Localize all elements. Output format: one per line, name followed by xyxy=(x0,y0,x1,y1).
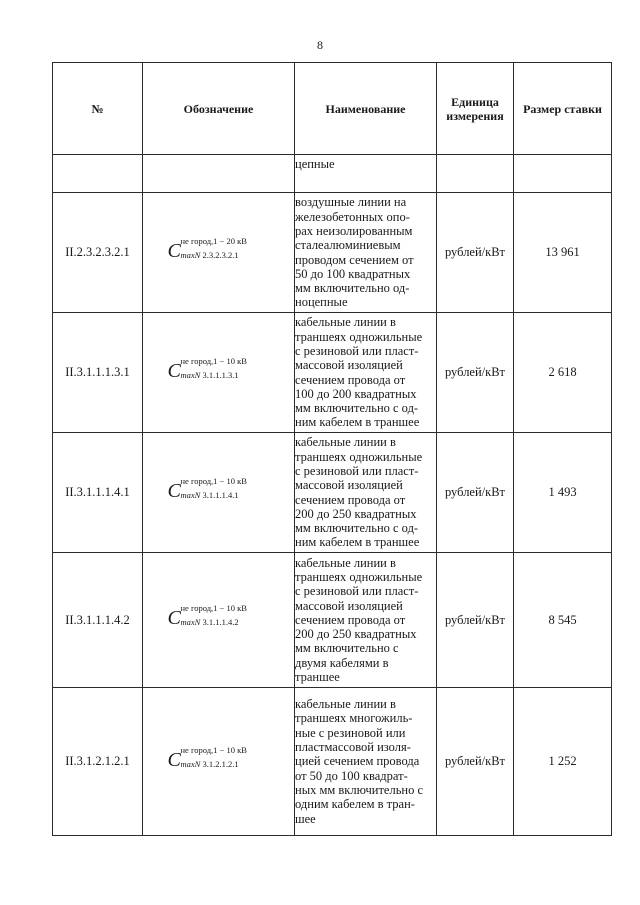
continued-name: цепные xyxy=(295,155,437,193)
formula-symbol: C xyxy=(167,748,181,771)
row-unit: рублей/кВт xyxy=(437,433,514,553)
page-number: 8 xyxy=(317,38,323,52)
row-unit: рублей/кВт xyxy=(437,313,514,433)
formula-superscript: не город,1 − 10 кВ xyxy=(180,744,247,755)
table-row xyxy=(53,193,612,313)
formula-sub-code: 2.3.2.3.2.1 xyxy=(202,249,239,260)
row-designation xyxy=(143,553,295,688)
header-designation: Обозначение xyxy=(143,63,295,155)
continued-row xyxy=(53,155,612,193)
formula-sub-var: maxN xyxy=(180,489,201,500)
rates-table xyxy=(52,62,612,836)
formula-sub-code: 3.1.2.1.2.1 xyxy=(202,758,239,769)
formula-sub-var: maxN xyxy=(180,369,201,380)
formula-sub-code: 3.1.1.1.4.1 xyxy=(202,489,239,500)
designation-formula xyxy=(164,744,274,776)
continued-num xyxy=(53,155,143,193)
row-name: кабельные линии в траншеях одножильные с резиновой или пласт- массовой изоляцией сечением провода от 200 до 250 квадратных мм включительно с двумя кабелями в траншее xyxy=(295,553,437,688)
formula-sub-var: maxN xyxy=(180,617,201,627)
header-rate: Размер ставки xyxy=(514,63,612,155)
header-name: Наименование xyxy=(295,63,437,155)
row-designation xyxy=(143,313,295,433)
continued-designation xyxy=(143,155,295,193)
continued-rate xyxy=(514,155,612,193)
formula-sub-var: maxN xyxy=(180,758,201,769)
formula-symbol: C xyxy=(167,239,181,262)
table-row xyxy=(53,313,612,433)
row-name: кабельные линии в траншеях одножильные с резиновой или пласт- массовой изоляцией сечением провода от 100 до 200 квадратных мм включительно с од- ним кабелем в траншее xyxy=(295,313,437,433)
formula-sub-code: 3.1.1.1.3.1 xyxy=(202,369,239,380)
formula-sub-code: 3.1.1.1.4.2 xyxy=(202,617,239,627)
row-designation xyxy=(143,193,295,313)
table-row xyxy=(53,433,612,553)
formula-superscript: не город,1 − 10 кВ xyxy=(180,603,247,613)
formula-subscript xyxy=(181,251,239,260)
formula-symbol: C xyxy=(167,479,181,502)
formula-subscript xyxy=(181,491,239,500)
designation-formula xyxy=(164,235,274,267)
row-name: воздушные линии на железобетонных опо- рах неизолированным сталеалюминиевым проводом сечением от 50 до 100 квадратных мм включительно од- ноцепные xyxy=(295,193,437,313)
row-designation xyxy=(143,688,295,836)
formula-subscript xyxy=(181,760,239,769)
row-rate: 2 618 xyxy=(514,313,612,433)
formula-subscript xyxy=(181,618,239,627)
row-rate: 1 252 xyxy=(514,688,612,836)
formula-superscript: не город,1 − 20 кВ xyxy=(180,235,247,246)
continued-unit xyxy=(437,155,514,193)
designation-formula xyxy=(164,355,274,387)
row-designation xyxy=(143,433,295,553)
table-header-row xyxy=(53,63,612,155)
row-rate: 1 493 xyxy=(514,433,612,553)
formula-superscript: не город,1 − 10 кВ xyxy=(180,355,247,366)
row-number: II.3.1.1.1.3.1 xyxy=(53,313,143,433)
row-rate: 8 545 xyxy=(514,553,612,688)
row-number: II.3.1.1.1.4.1 xyxy=(53,433,143,553)
designation-formula xyxy=(164,602,274,634)
formula-sub-var: maxN xyxy=(180,249,201,260)
row-unit: рублей/кВт xyxy=(437,688,514,836)
formula-symbol: C xyxy=(167,607,181,629)
header-unit: Единица измерения xyxy=(437,63,514,155)
table-row xyxy=(53,553,612,688)
row-number: II.3.1.2.1.2.1 xyxy=(53,688,143,836)
formula-superscript: не город,1 − 10 кВ xyxy=(180,475,247,486)
row-rate: 13 961 xyxy=(514,193,612,313)
header-number: № xyxy=(53,63,143,155)
designation-formula xyxy=(164,475,274,507)
row-unit: рублей/кВт xyxy=(437,193,514,313)
formula-subscript xyxy=(181,371,239,380)
row-name: кабельные линии в траншеях многожиль- ные с резиновой или пластмассовой изоля- цией сечением провода от 50 до 100 квадрат- ных мм включительно с одним кабелем в тран- шее xyxy=(295,688,437,836)
row-number: II.3.1.1.1.4.2 xyxy=(53,553,143,688)
table-row xyxy=(53,688,612,836)
row-name: кабельные линии в траншеях одножильные с резиновой или пласт- массовой изоляцией сечением провода от 200 до 250 квадратных мм включительно с од- ним кабелем в траншее xyxy=(295,433,437,553)
formula-symbol: C xyxy=(167,359,181,382)
row-unit: рублей/кВт xyxy=(437,553,514,688)
row-number: II.2.3.2.3.2.1 xyxy=(53,193,143,313)
